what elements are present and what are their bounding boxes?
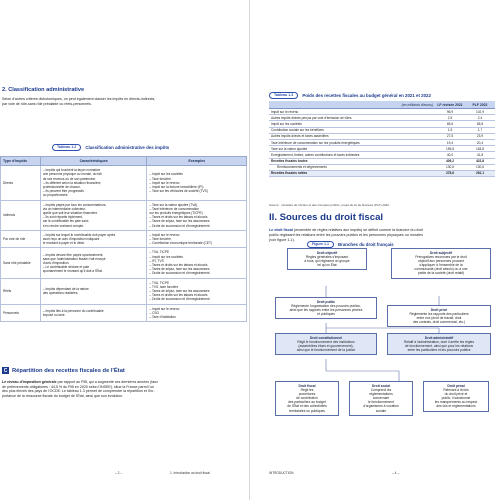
box-line: Règles générales s'imposant	[305, 255, 349, 260]
box-line: Réglemente les rapports des particuliers	[409, 312, 469, 317]
row-label: Autres impôts directs et taxes assimilées	[269, 133, 435, 139]
row-type-cell: Sans rôle préalable	[1, 248, 41, 278]
box-line: de fonctionnement, ainsi que pour les relations	[404, 344, 474, 349]
section-heading: 2. Classification administrative	[2, 87, 85, 93]
row-value-2022: 23,9	[465, 133, 495, 139]
box-line: des contrats, droit commercial, etc.)	[412, 320, 466, 325]
row-value-2021: 96,9	[435, 109, 465, 115]
droit-subjectif-box	[391, 248, 491, 279]
row-characteristics-cell: – Impôts dépendant de la nature des opérations réalisées.	[40, 278, 147, 304]
row-type-cell: Indirects	[1, 200, 41, 230]
row-label: Recettes fiscales nettes	[269, 170, 435, 176]
row-value-2022: 292,1	[465, 170, 495, 176]
droit-administratif-box	[387, 333, 491, 355]
row-type-cell: Par voie de rôle	[1, 230, 41, 248]
section-c-paragraph: Le niveau d'imposition générale par rapport au PIB, qui a augmenté ces dernières années (taux de prélèvements obligatoires : 44,5 % du PIB en 2020 selon l'INSEE), situe la France parmi l'un des plus élevés des pays de l'OCDE. Le tableau 1.3 permet de comprendre la répartition et l'im- portance de la ressource fiscale du budget de l'État, ainsi que son évolution.	[2, 380, 159, 399]
box-line: public, il sanctionne	[441, 396, 471, 401]
box-title: Droit social	[372, 384, 390, 388]
row-label: Taxe intérieure de consommation sur les produits énergétiques	[269, 139, 435, 145]
row-value-2021: 130,6	[435, 164, 465, 170]
box-title: Droit objectif	[316, 251, 338, 255]
unit-header: (en milliards d'euros)	[269, 101, 435, 109]
row-characteristics-cell: – Impôts sur lequel le contribuable doit payer après avoir reçu un avis d'imposition indiquant le montant à payer et le délai.	[40, 230, 147, 248]
footer-chapter-title: 1. Introduction au droit fiscal	[170, 471, 210, 475]
col-header-chars: Caractéristiques	[40, 157, 147, 166]
box-line: territoriales ou publiques	[289, 408, 325, 413]
box-title: Droit administratif	[424, 336, 454, 340]
box-line: de contribution	[296, 396, 318, 401]
row-value-2021: 19,4	[435, 139, 465, 145]
box-line: objectif aux personnes pouvant	[418, 259, 464, 264]
box-line: ainsi que les rapports entre les personnes privées	[289, 308, 363, 313]
col-header-2021: LF révisée 2021	[435, 101, 465, 109]
col-header-2022: PLF 2022	[465, 101, 495, 109]
row-label: Impôt sur le revenu	[269, 109, 435, 115]
row-examples-cell: – Impôt sur le revenu – CSG – Taxe d'habitation	[147, 304, 247, 322]
droit-penal-box	[423, 381, 489, 412]
row-label: Autres impôts directs perçus par voie d'émission de rôles	[269, 115, 435, 121]
table-caption: Classification administrative des impôts	[85, 145, 170, 150]
row-label: Remboursements et dégrèvements	[269, 164, 435, 170]
row-type-cell: Personnels	[1, 304, 41, 322]
table-header-row	[1, 157, 247, 166]
row-type-cell: Directs	[1, 166, 41, 200]
row-characteristics-cell: – Impôts payés par tous les consommateurs, via un intermédiaire collecteur, quelle que soit leur situation financière. – Ils sont répartis triplément, car le contribuable les paie sans s'en rendre vraiment compte.	[40, 200, 147, 230]
table-pill: Tableau 1.2	[52, 144, 81, 151]
section-c-title: Répartition des recettes fiscales de l'État	[12, 367, 125, 374]
box-line: concernant	[372, 396, 390, 401]
row-examples-cell: – Impôt sur les sociétés – Taxe foncière – Impôt sur le revenu – Impôt sur la fortune immobilière (IFI) – Taxe sur les véhicules de société (TVS)	[147, 166, 247, 200]
row-value-2021: 27,5	[435, 133, 465, 139]
section-paragraph: Le droit fiscal (ensemble de règles relatives aux impôts) se définit comme la branche du droit public régissant les relations entre les pouvoirs publics et les personnes physiques ou morales (voir figure 1.1).	[269, 228, 423, 242]
table-row	[1, 166, 247, 200]
box-line: et publiques	[317, 312, 335, 317]
table-pill: Tableau 1.3	[269, 92, 298, 99]
box-line: le fonctionnement	[367, 400, 395, 405]
footer-page-number: – 2 –	[115, 471, 123, 475]
row-label: Contribution sociale sur les bénéfices	[269, 127, 435, 133]
box-line: entre les particuliers et les pouvoirs publics	[407, 348, 471, 353]
row-value-2021: 65,6	[435, 121, 465, 127]
table-row	[1, 230, 247, 248]
row-label: Impôt sur les sociétés	[269, 121, 435, 127]
row-value-2021: 409,2	[435, 158, 465, 164]
box-line: procédures	[298, 392, 316, 397]
box-line: entre eux (droit de travail, droit	[416, 316, 462, 321]
row-value-2022: 65,8	[465, 121, 495, 127]
box-line: s'appliquer à l'ensemble de la	[419, 263, 463, 268]
row-value-2022: 422,8	[465, 158, 495, 164]
row-value-2021: 278,6	[435, 170, 465, 176]
box-line: à tous, qui régissent un groupe	[304, 259, 350, 264]
box-title: Droit fiscal	[298, 384, 316, 388]
row-value-2021: 2,5	[435, 115, 465, 121]
row-characteristics-cell: – Impôts devant être payés spontanément, sans que l'administration fiscale n'ait envoyé d'avis d'imposition. – Le contribuable déclare et paie spontanément le montant qu'il doit à l'État.	[40, 248, 147, 278]
box-line: Régit les	[300, 388, 314, 393]
box-title: Droit public	[316, 300, 336, 304]
row-characteristics-cell: – Impôts liés à la personne du contribuable imposé ou taxé.	[40, 304, 147, 322]
row-examples-cell: – TVA, TICPE – Impôt sur les sociétés – IFI, TVS – Taxes et droits sur les tabacs et alcools – Taxes de séjour, taxe sur les assurances – Droits de succession et d'enregistrement	[147, 248, 247, 278]
box-line: Prérogatives reconnues par le droit	[415, 255, 467, 260]
droit-objectif-box	[287, 248, 367, 270]
figure-pill: Figure 1.1	[307, 241, 334, 248]
box-line: communauté (droit absolu) ou à une	[414, 267, 468, 272]
row-value-2021: 1,5	[435, 127, 465, 133]
intro-paragraph: Selon d'autres critères dichotomiques, on peut également classer les impôts en directs-indirects, par voie de rôle-sans rôle préalable ou réels-personnels.	[2, 97, 156, 106]
box-line: tel qu'un État	[317, 263, 337, 268]
row-value-2021: 40,0	[435, 152, 465, 158]
droit-public-box	[275, 297, 377, 319]
box-line: des particuliers au budget	[288, 400, 326, 405]
table-row	[1, 248, 247, 278]
row-characteristics-cell: – Impôts qui touchent la façon normative une personne physique ou morale, du fait de ses revenus ou de son patrimoine. – Ils diffèrent selon la situation financière, professionnelle de chacun. – Ils peuvent être progressifs ou proportionnels.	[40, 166, 147, 200]
box-line: Relevant à la fois	[443, 388, 469, 393]
row-label: Recettes fiscales brutes	[269, 158, 435, 164]
box-line: du droit privé et	[444, 392, 468, 397]
section-letter-badge: C	[3, 367, 8, 374]
box-line: sociale	[375, 408, 387, 413]
droit-prive-box	[387, 305, 491, 327]
box-line: ainsi que le fonctionnement de la justice	[296, 348, 356, 353]
row-examples-cell: – Impôt sur le revenu – Taxe foncière – Contribution économique territoriale (CET)	[147, 230, 247, 248]
box-line: des lois et réglementations	[436, 404, 476, 409]
droit-fiscal-box	[275, 381, 339, 416]
table-row	[269, 170, 495, 176]
row-examples-cell: – TVA, TICPE – TVS, taxe foncière – Taxes de séjour, taxe sur les assurances – Taxes et droits sur les tabacs et alcools – Droits de succession et d'enregistrement	[147, 278, 247, 304]
figure-caption: Branches du droit français	[337, 242, 394, 247]
table-row	[1, 278, 247, 304]
box-title: Droit subjectif	[429, 251, 453, 255]
row-examples-cell: – Taxe sur la valeur ajoutée (TVA) – Taxe intérieure de consommation sur les produits énergétiques (TICPE) – Taxes et droits sur les tabacs et alcools – Taxes de séjour, taxe sur les assurances – Droits de succession et d'enregistrement	[147, 200, 247, 230]
box-line: réglementations	[369, 392, 393, 397]
footer-page-number: – 4 –	[392, 471, 400, 475]
table-1-2-caption	[52, 144, 169, 151]
box-line: Régit le fonctionnement des institutions	[297, 340, 355, 345]
droit-constitutionnel-box	[275, 333, 377, 355]
box-title: Droit constitutionnel	[309, 336, 343, 340]
footer-part-label: INTRODUCTION	[269, 471, 294, 475]
col-header-examples: Exemples	[147, 157, 247, 166]
box-title: Droit privé	[430, 308, 448, 312]
row-value-2022: 1,7	[465, 127, 495, 133]
classification-table	[0, 156, 247, 322]
row-value-2022: 2,4	[465, 115, 495, 121]
box-line: de l'État et des collectivités	[287, 404, 327, 409]
box-line: d'organismes à vocation	[363, 404, 399, 409]
col-header-type: Type d'impôts	[1, 157, 41, 166]
table-header-row	[269, 101, 495, 109]
box-line: (assemblées élues et gouvernement),	[298, 344, 354, 349]
row-value-2022: 20,4	[465, 139, 495, 145]
row-value-2022: 102,9	[465, 109, 495, 115]
box-title: Droit pénal	[447, 384, 465, 388]
row-value-2022: 41,8	[465, 152, 495, 158]
tax-revenue-table	[269, 101, 495, 177]
table-1-3-caption	[269, 92, 431, 99]
box-line: les manquements au respect	[434, 400, 478, 405]
row-label: Enregistrement, timbre, autres contributions et taxes indirectes	[269, 152, 435, 158]
table-row	[1, 200, 247, 230]
box-line: Comprend les	[370, 388, 392, 393]
section-c-heading	[2, 367, 125, 374]
section-title: II. Sources du droit fiscal	[269, 212, 384, 223]
row-value-2022: 163,8	[465, 146, 495, 152]
branches-figure	[269, 241, 497, 459]
droit-social-box	[349, 381, 413, 416]
box-line: Réglemente l'organisation des pouvoirs publics,	[291, 304, 361, 309]
box-line: Relatif à l'administration, dont il arrête les règles	[403, 340, 475, 345]
table-source-note: Source : ministère de l'Action et des Comptes publics, projet de loi de finances (PLF) 2022.	[269, 203, 390, 207]
table-caption: Poids des recettes fiscales au budget général en 2021 et 2022	[302, 93, 431, 98]
row-label: Taxe sur la valeur ajoutée	[269, 146, 435, 152]
right-page	[250, 0, 500, 500]
row-type-cell: Réels	[1, 278, 41, 304]
row-value-2022: 130,6	[465, 164, 495, 170]
row-value-2021: 155,8	[435, 146, 465, 152]
table-row	[1, 304, 247, 322]
box-line: partie de la société (droit relatif)	[417, 271, 465, 276]
